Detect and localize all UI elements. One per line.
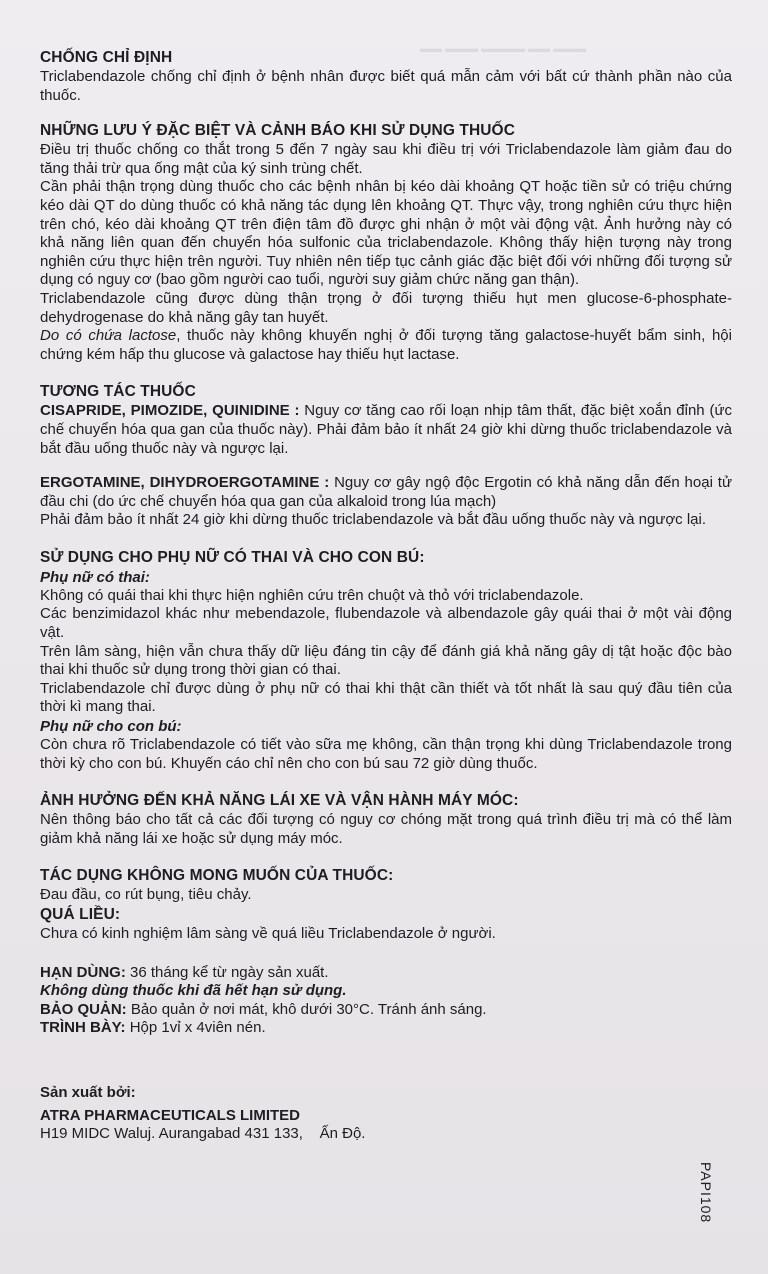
section-driving — [40, 791, 732, 848]
pregnancy-paragraph-2: Các benzimidazol khác như mebendazole, flubendazole và albendazole gây quái thai ở một vài động vật. — [40, 605, 732, 642]
section-storage — [40, 964, 732, 1038]
expiry-value: 36 tháng kể từ ngày sản xuất. — [125, 963, 329, 981]
pack-value: Hộp 1vỉ x 4viên nén. — [125, 1019, 266, 1037]
lactose-text: , thuốc này không khuyến nghị ở đối tượng tăng galactose-huyết bẩm sinh, hội chứng kém hấp thu glucose và galactose hay thiếu hụt lactase. — [40, 327, 732, 363]
contraindications-text: Triclabendazole chống chỉ định ở bệnh nhân được biết quá mẫn cảm với bất cứ thành phần nào của thuốc. — [40, 68, 732, 104]
heading-pregnancy: SỬ DỤNG CHO PHỤ NỮ CÓ THAI VÀ CHO CON BÚ: — [40, 548, 425, 566]
storage-label: BẢO QUẢN: — [40, 1000, 127, 1018]
expiry-line — [40, 964, 732, 983]
interaction-text-2: Nguy cơ gây ngộ độc Ergotin có khả năng dẫn đến hoại tử đầu chi (do ức chế chuyển hóa qua gan của alkaloid trong lúa mạch) — [40, 474, 732, 510]
interaction-text-1: Nguy cơ tăng cao rối loạn nhịp tâm thất, đặc biệt xoắn đỉnh (ức chế chuyển hóa qua gan của thuốc này). Phải đảm bảo ít nhất 24 giờ khi dừng thuốc triclabendazole và bắt đầu uống thuốc này và ngược lại. — [40, 402, 732, 457]
warnings-paragraph-2: Cần phải thận trọng dùng thuốc cho các bệnh nhân bị kéo dài khoảng QT hoặc tiền sử có triệu chứng kéo dài QT do dùng thuốc có khả năng tác dụng lên khoảng QT. Thực vậy, trong nghiên cứu thực hiện trên chó, kéo dài khoảng QT trên điện tâm đồ được ghi nhận ở một vài động vật. Ảnh hưởng này có khả năng liên quan đến chuyển hóa sulfonic của triclabendazole. Không thấy hiện tượng này trong nghiên cứu thực hiện trên người. Tuy nhiên nên tiếp tục cảnh giác đặc biệt đối với những đối tượng sử dụng có nguy cơ (bao gồm người cao tuổi, người suy giảm chức năng gan thận). — [40, 178, 732, 289]
lactose-note: Do có chứa lactose — [40, 327, 177, 345]
heading-warnings: NHỮNG LƯU Ý ĐẶC BIỆT VÀ CẢNH BÁO KHI SỬ DỤNG THUỐC — [40, 122, 515, 140]
side-effects-text: Đau đầu, co rút bụng, tiêu chảy. — [40, 886, 252, 904]
leaflet-code: PAPI108 — [698, 1162, 714, 1224]
section-pregnancy — [40, 548, 732, 773]
heading-contraindications: CHỐNG CHỈ ĐỊNH — [40, 49, 173, 66]
pack-line — [40, 1019, 732, 1038]
drug-group-2: ERGOTAMINE, DIHYDROERGOTAMINE : — [40, 474, 330, 492]
pregnancy-paragraph-1: Không có quái thai khi thực hiện nghiên cứu trên chuột và thỏ với triclabendazole. — [40, 586, 584, 604]
overdose-text: Chưa có kinh nghiệm lâm sàng về quá liều Triclabendazole ở người. — [40, 925, 496, 942]
interaction-cisapride — [40, 402, 732, 458]
storage-value: Bảo quản ở nơi mát, khô dưới 30°C. Tránh ánh sáng. — [126, 1000, 487, 1018]
pregnancy-paragraph-4: Triclabendazole chỉ được dùng ở phụ nữ có thai khi thật cần thiết và tốt nhất là sau quý đầu tiên của thời kì mang thai. — [40, 679, 732, 716]
warnings-paragraph-3: Triclabendazole cũng được dùng thận trọng ở đối tượng thiếu hụt men glucose-6-phosphate-dehydrogenase do khả năng gây tan huyết. — [40, 289, 732, 326]
subheading-pregnant: Phụ nữ có thai: — [40, 568, 150, 586]
breastfeeding-paragraph: Còn chưa rõ Triclabendazole có tiết vào sữa mẹ không, cần thận trọng khi dùng Triclabendazole trong thời kỳ cho con bú. Khuyến cáo chỉ nên cho con bú sau 72 giờ dùng thuốc. — [40, 736, 732, 772]
section-warnings — [40, 121, 732, 364]
warnings-paragraph-4 — [40, 327, 732, 364]
section-overdose — [40, 905, 732, 944]
drug-group-1: CISAPRIDE, PIMOZIDE, QUINIDINE : — [40, 402, 300, 420]
interaction-ergotamine — [40, 474, 732, 511]
section-manufacturer — [40, 1084, 732, 1144]
section-contraindications — [40, 48, 732, 105]
pregnancy-paragraph-3: Trên lâm sàng, hiện vẫn chưa thấy dữ liệu đáng tin cậy để đánh giá khả năng gây dị tật hoặc độc bào thai khi thuốc sử dụng trong thời gian có thai. — [40, 642, 732, 679]
reverse-show-through: ▬▬▬ ▬▬ ▬▬▬▬ ▬▬▬ ▬▬ — [420, 43, 587, 55]
heading-overdose: QUÁ LIỀU: — [40, 906, 121, 923]
heading-side-effects: TÁC DỤNG KHÔNG MONG MUỐN CỦA THUỐC: — [40, 867, 394, 885]
pack-label: TRÌNH BÀY: — [40, 1019, 126, 1037]
driving-text: Nên thông báo cho tất cả các đối tượng có nguy cơ chóng mặt trong quá trình điều trị mà có thể làm giảm khả năng lái xe hoặc sử dụng máy móc. — [40, 811, 732, 847]
manufacturer-label: Sản xuất bởi: — [40, 1083, 136, 1101]
subheading-breastfeeding: Phụ nữ cho con bú: — [40, 718, 182, 736]
heading-interactions: TƯƠNG TÁC THUỐC — [40, 383, 196, 401]
section-interactions — [40, 382, 732, 530]
expiry-label: HẠN DÙNG: — [40, 963, 126, 981]
heading-driving: ẢNH HƯỞNG ĐẾN KHẢ NĂNG LÁI XE VÀ VẬN HÀNH MÁY MÓC: — [40, 792, 519, 810]
storage-line — [40, 1001, 732, 1020]
manufacturer-name: ATRA PHARMACEUTICALS LIMITED — [40, 1106, 300, 1124]
warnings-paragraph-1: Điều trị thuốc chống co thắt trong 5 đến 7 ngày sau khi điều trị với Triclabendazole làm giảm đau do tăng thải trừ qua ống mật của ký sinh trùng chết. — [40, 141, 732, 177]
expiry-warning: Không dùng thuốc khi đã hết hạn sử dụng. — [40, 982, 347, 1000]
manufacturer-address: H19 MIDC Waluj. Aurangabad 431 133, Ấn Độ. — [40, 1125, 366, 1143]
section-side-effects — [40, 866, 732, 905]
interaction-text-3: Phải đảm bảo ít nhất 24 giờ khi dừng thuốc triclabendazole và bắt đầu uống thuốc này và ngược lại. — [40, 511, 707, 529]
